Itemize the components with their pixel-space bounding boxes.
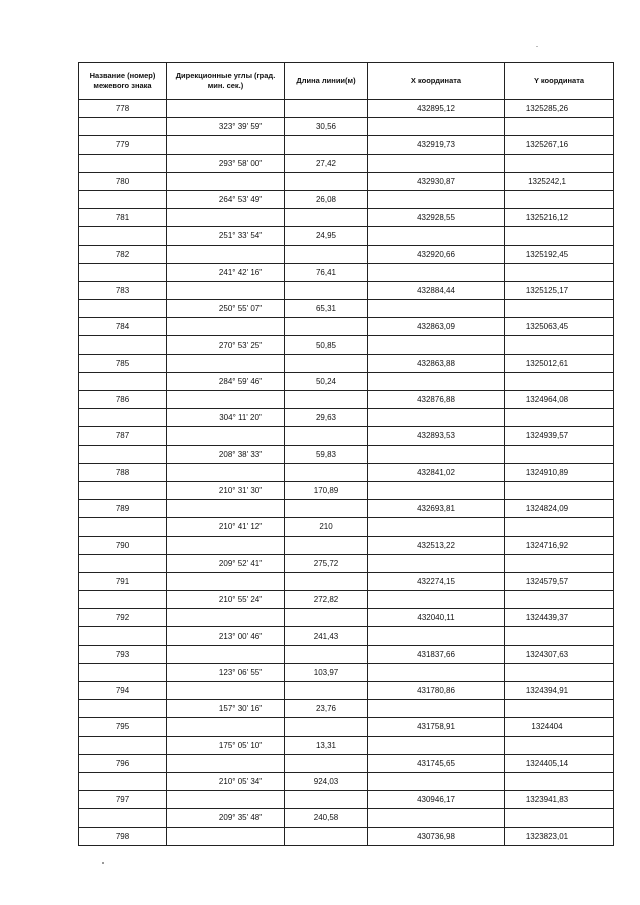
cell-empty	[285, 245, 368, 263]
point-row	[79, 609, 614, 627]
cell-empty	[505, 227, 614, 245]
line-row	[79, 809, 614, 827]
line-row	[79, 663, 614, 681]
cell-direction-angle: 123° 06' 55"	[167, 663, 285, 681]
cell-empty	[285, 718, 368, 736]
cell-empty	[167, 645, 285, 663]
cell-y-coordinate: 1324404	[505, 718, 614, 736]
cell-empty	[79, 118, 167, 136]
cell-empty	[505, 445, 614, 463]
cell-empty	[285, 609, 368, 627]
line-row	[79, 190, 614, 208]
cell-y-coordinate: 1323823,01	[505, 827, 614, 845]
cell-empty	[167, 754, 285, 772]
cell-x-coordinate: 432693,81	[368, 500, 505, 518]
cell-direction-angle: 241° 42' 16"	[167, 263, 285, 281]
cell-empty	[167, 281, 285, 299]
cell-empty	[79, 591, 167, 609]
cell-y-coordinate: 1325125,17	[505, 281, 614, 299]
cell-empty	[285, 754, 368, 772]
cell-line-length: 27,42	[285, 154, 368, 172]
cell-empty	[368, 227, 505, 245]
header-name: Название (номер) межевого знака	[79, 63, 167, 100]
point-row	[79, 718, 614, 736]
cell-x-coordinate: 432274,15	[368, 572, 505, 590]
cell-direction-angle: 251° 33' 54"	[167, 227, 285, 245]
cell-empty	[285, 536, 368, 554]
point-row	[79, 827, 614, 845]
cell-direction-angle: 250° 55' 07"	[167, 300, 285, 318]
cell-empty	[79, 663, 167, 681]
cell-empty	[167, 682, 285, 700]
cell-empty	[285, 827, 368, 845]
cell-empty	[368, 700, 505, 718]
cell-direction-angle: 210° 55' 24"	[167, 591, 285, 609]
cell-x-coordinate: 432884,44	[368, 281, 505, 299]
cell-empty	[167, 354, 285, 372]
boundary-coordinates-table	[78, 62, 614, 846]
cell-empty	[505, 372, 614, 390]
line-row	[79, 736, 614, 754]
cell-point-name: 790	[79, 536, 167, 554]
cell-direction-angle: 304° 11' 20"	[167, 409, 285, 427]
line-row	[79, 227, 614, 245]
cell-point-name: 782	[79, 245, 167, 263]
cell-empty	[79, 190, 167, 208]
cell-empty	[285, 318, 368, 336]
cell-direction-angle: 270° 53' 25"	[167, 336, 285, 354]
cell-empty	[368, 554, 505, 572]
cell-x-coordinate: 432895,12	[368, 100, 505, 118]
cell-empty	[167, 609, 285, 627]
cell-empty	[368, 481, 505, 499]
cell-x-coordinate: 432928,55	[368, 209, 505, 227]
cell-empty	[79, 700, 167, 718]
cell-empty	[285, 572, 368, 590]
line-row	[79, 627, 614, 645]
cell-point-name: 796	[79, 754, 167, 772]
line-row	[79, 372, 614, 390]
line-row	[79, 118, 614, 136]
cell-x-coordinate: 431837,66	[368, 645, 505, 663]
line-row	[79, 518, 614, 536]
cell-empty	[79, 372, 167, 390]
cell-x-coordinate: 432513,22	[368, 536, 505, 554]
cell-y-coordinate: 1325192,45	[505, 245, 614, 263]
cell-point-name: 792	[79, 609, 167, 627]
cell-empty	[167, 827, 285, 845]
line-row	[79, 263, 614, 281]
point-row	[79, 100, 614, 118]
cell-point-name: 786	[79, 391, 167, 409]
cell-empty	[285, 172, 368, 190]
cell-line-length: 30,56	[285, 118, 368, 136]
cell-y-coordinate: 1324394,91	[505, 682, 614, 700]
cell-empty	[167, 572, 285, 590]
point-row	[79, 572, 614, 590]
cell-empty	[285, 500, 368, 518]
cell-empty	[79, 154, 167, 172]
cell-point-name: 798	[79, 827, 167, 845]
cell-empty	[368, 445, 505, 463]
cell-point-name: 795	[79, 718, 167, 736]
cell-x-coordinate: 432893,53	[368, 427, 505, 445]
cell-y-coordinate: 1324579,57	[505, 572, 614, 590]
cell-empty	[79, 772, 167, 790]
cell-empty	[368, 263, 505, 281]
cell-x-coordinate: 432841,02	[368, 463, 505, 481]
line-row	[79, 409, 614, 427]
cell-y-coordinate: 1325242,1	[505, 172, 614, 190]
cell-empty	[167, 463, 285, 481]
cell-line-length: 272,82	[285, 591, 368, 609]
cell-direction-angle: 209° 52' 41"	[167, 554, 285, 572]
cell-empty	[285, 645, 368, 663]
point-row	[79, 791, 614, 809]
cell-empty	[79, 736, 167, 754]
cell-empty	[79, 227, 167, 245]
cell-empty	[505, 772, 614, 790]
cell-y-coordinate: 1325216,12	[505, 209, 614, 227]
cell-point-name: 793	[79, 645, 167, 663]
line-row	[79, 772, 614, 790]
cell-x-coordinate: 431758,91	[368, 718, 505, 736]
point-row	[79, 754, 614, 772]
point-row	[79, 172, 614, 190]
point-row	[79, 500, 614, 518]
cell-y-coordinate: 1324939,57	[505, 427, 614, 445]
cell-empty	[368, 190, 505, 208]
cell-empty	[285, 791, 368, 809]
cell-empty	[368, 118, 505, 136]
table-body	[79, 100, 614, 846]
point-row	[79, 245, 614, 263]
cell-empty	[285, 136, 368, 154]
point-row	[79, 536, 614, 554]
cell-empty	[368, 627, 505, 645]
cell-line-length: 26,08	[285, 190, 368, 208]
cell-empty	[505, 591, 614, 609]
cell-line-length: 103,97	[285, 663, 368, 681]
cell-empty	[505, 518, 614, 536]
cell-line-length: 170,89	[285, 481, 368, 499]
point-row	[79, 209, 614, 227]
cell-empty	[79, 481, 167, 499]
cell-empty	[79, 554, 167, 572]
header-y: Y координата	[505, 63, 614, 100]
cell-y-coordinate: 1324910,89	[505, 463, 614, 481]
cell-y-coordinate: 1324824,09	[505, 500, 614, 518]
line-row	[79, 554, 614, 572]
cell-point-name: 784	[79, 318, 167, 336]
cell-empty	[167, 427, 285, 445]
cell-empty	[285, 391, 368, 409]
cell-empty	[368, 518, 505, 536]
cell-direction-angle: 157° 30' 16"	[167, 700, 285, 718]
cell-empty	[167, 245, 285, 263]
cell-direction-angle: 210° 05' 34"	[167, 772, 285, 790]
cell-empty	[79, 409, 167, 427]
cell-y-coordinate: 1325012,61	[505, 354, 614, 372]
cell-point-name: 781	[79, 209, 167, 227]
cell-line-length: 13,31	[285, 736, 368, 754]
cell-point-name: 797	[79, 791, 167, 809]
cell-empty	[167, 391, 285, 409]
cell-empty	[368, 591, 505, 609]
cell-empty	[79, 809, 167, 827]
line-row	[79, 700, 614, 718]
line-row	[79, 445, 614, 463]
point-row	[79, 318, 614, 336]
cell-point-name: 788	[79, 463, 167, 481]
cell-y-coordinate: 1324307,63	[505, 645, 614, 663]
cell-empty	[505, 554, 614, 572]
cell-direction-angle: 210° 31' 30"	[167, 481, 285, 499]
cell-x-coordinate: 430736,98	[368, 827, 505, 845]
cell-empty	[505, 809, 614, 827]
cell-point-name: 791	[79, 572, 167, 590]
cell-line-length: 924,03	[285, 772, 368, 790]
line-row	[79, 591, 614, 609]
cell-empty	[167, 791, 285, 809]
cell-empty	[79, 336, 167, 354]
cell-empty	[368, 772, 505, 790]
point-row	[79, 645, 614, 663]
line-row	[79, 481, 614, 499]
cell-empty	[167, 318, 285, 336]
cell-direction-angle: 210° 41' 12"	[167, 518, 285, 536]
cell-empty	[368, 154, 505, 172]
cell-point-name: 778	[79, 100, 167, 118]
cell-empty	[167, 136, 285, 154]
cell-line-length: 50,24	[285, 372, 368, 390]
cell-empty	[368, 409, 505, 427]
cell-empty	[285, 427, 368, 445]
cell-empty	[505, 300, 614, 318]
cell-point-name: 783	[79, 281, 167, 299]
cell-empty	[285, 100, 368, 118]
cell-line-length: 50,85	[285, 336, 368, 354]
cell-empty	[167, 172, 285, 190]
cell-empty	[79, 518, 167, 536]
cell-direction-angle: 284° 59' 46"	[167, 372, 285, 390]
line-row	[79, 154, 614, 172]
cell-direction-angle: 213° 00' 46"	[167, 627, 285, 645]
cell-empty	[79, 627, 167, 645]
cell-line-length: 29,63	[285, 409, 368, 427]
scan-speck	[102, 862, 104, 864]
cell-x-coordinate: 432930,87	[368, 172, 505, 190]
cell-empty	[505, 736, 614, 754]
cell-empty	[368, 809, 505, 827]
cell-y-coordinate: 1325285,26	[505, 100, 614, 118]
cell-line-length: 240,58	[285, 809, 368, 827]
cell-empty	[505, 336, 614, 354]
cell-line-length: 275,72	[285, 554, 368, 572]
cell-point-name: 787	[79, 427, 167, 445]
cell-direction-angle: 209° 35' 48"	[167, 809, 285, 827]
cell-empty	[505, 190, 614, 208]
header-length: Длина линии(м)	[285, 63, 368, 100]
cell-x-coordinate: 432919,73	[368, 136, 505, 154]
cell-empty	[167, 718, 285, 736]
cell-empty	[368, 300, 505, 318]
cell-empty	[79, 445, 167, 463]
cell-y-coordinate: 1325063,45	[505, 318, 614, 336]
cell-empty	[505, 263, 614, 281]
cell-empty	[167, 500, 285, 518]
cell-empty	[505, 481, 614, 499]
cell-empty	[368, 663, 505, 681]
cell-direction-angle: 264° 53' 49"	[167, 190, 285, 208]
cell-y-coordinate: 1323941,83	[505, 791, 614, 809]
cell-empty	[79, 300, 167, 318]
line-row	[79, 336, 614, 354]
cell-empty	[505, 118, 614, 136]
cell-empty	[79, 263, 167, 281]
cell-y-coordinate: 1324439,37	[505, 609, 614, 627]
cell-empty	[167, 100, 285, 118]
cell-line-length: 24,95	[285, 227, 368, 245]
point-row	[79, 281, 614, 299]
cell-empty	[505, 627, 614, 645]
cell-empty	[285, 463, 368, 481]
cell-direction-angle: 175° 05' 10"	[167, 736, 285, 754]
scan-speck	[536, 46, 538, 47]
point-row	[79, 391, 614, 409]
cell-empty	[505, 154, 614, 172]
cell-x-coordinate: 432040,11	[368, 609, 505, 627]
cell-empty	[368, 336, 505, 354]
cell-line-length: 241,43	[285, 627, 368, 645]
cell-line-length: 65,31	[285, 300, 368, 318]
cell-x-coordinate: 432863,88	[368, 354, 505, 372]
table-header-row	[79, 63, 614, 100]
cell-x-coordinate: 432876,88	[368, 391, 505, 409]
cell-empty	[285, 281, 368, 299]
cell-y-coordinate: 1324405,14	[505, 754, 614, 772]
cell-x-coordinate: 432863,09	[368, 318, 505, 336]
point-row	[79, 427, 614, 445]
cell-line-length: 210	[285, 518, 368, 536]
cell-x-coordinate: 431745,65	[368, 754, 505, 772]
cell-empty	[285, 354, 368, 372]
cell-point-name: 785	[79, 354, 167, 372]
cell-y-coordinate: 1324964,08	[505, 391, 614, 409]
cell-point-name: 789	[79, 500, 167, 518]
cell-empty	[285, 682, 368, 700]
cell-empty	[505, 663, 614, 681]
cell-x-coordinate: 432920,66	[368, 245, 505, 263]
line-row	[79, 300, 614, 318]
cell-empty	[167, 536, 285, 554]
cell-y-coordinate: 1324716,92	[505, 536, 614, 554]
cell-point-name: 779	[79, 136, 167, 154]
header-angle: Дирекционные углы (град. мин. сек.)	[167, 63, 285, 100]
cell-line-length: 59,83	[285, 445, 368, 463]
cell-point-name: 794	[79, 682, 167, 700]
cell-x-coordinate: 431780,86	[368, 682, 505, 700]
cell-direction-angle: 293° 58' 00"	[167, 154, 285, 172]
cell-line-length: 76,41	[285, 263, 368, 281]
cell-y-coordinate: 1325267,16	[505, 136, 614, 154]
point-row	[79, 354, 614, 372]
cell-empty	[368, 736, 505, 754]
point-row	[79, 136, 614, 154]
cell-point-name: 780	[79, 172, 167, 190]
header-x: X координата	[368, 63, 505, 100]
cell-x-coordinate: 430946,17	[368, 791, 505, 809]
cell-empty	[368, 372, 505, 390]
cell-line-length: 23,76	[285, 700, 368, 718]
cell-direction-angle: 208° 38' 33"	[167, 445, 285, 463]
cell-empty	[505, 700, 614, 718]
point-row	[79, 682, 614, 700]
cell-empty	[167, 209, 285, 227]
point-row	[79, 463, 614, 481]
cell-empty	[505, 409, 614, 427]
cell-direction-angle: 323° 39' 59"	[167, 118, 285, 136]
cell-empty	[285, 209, 368, 227]
